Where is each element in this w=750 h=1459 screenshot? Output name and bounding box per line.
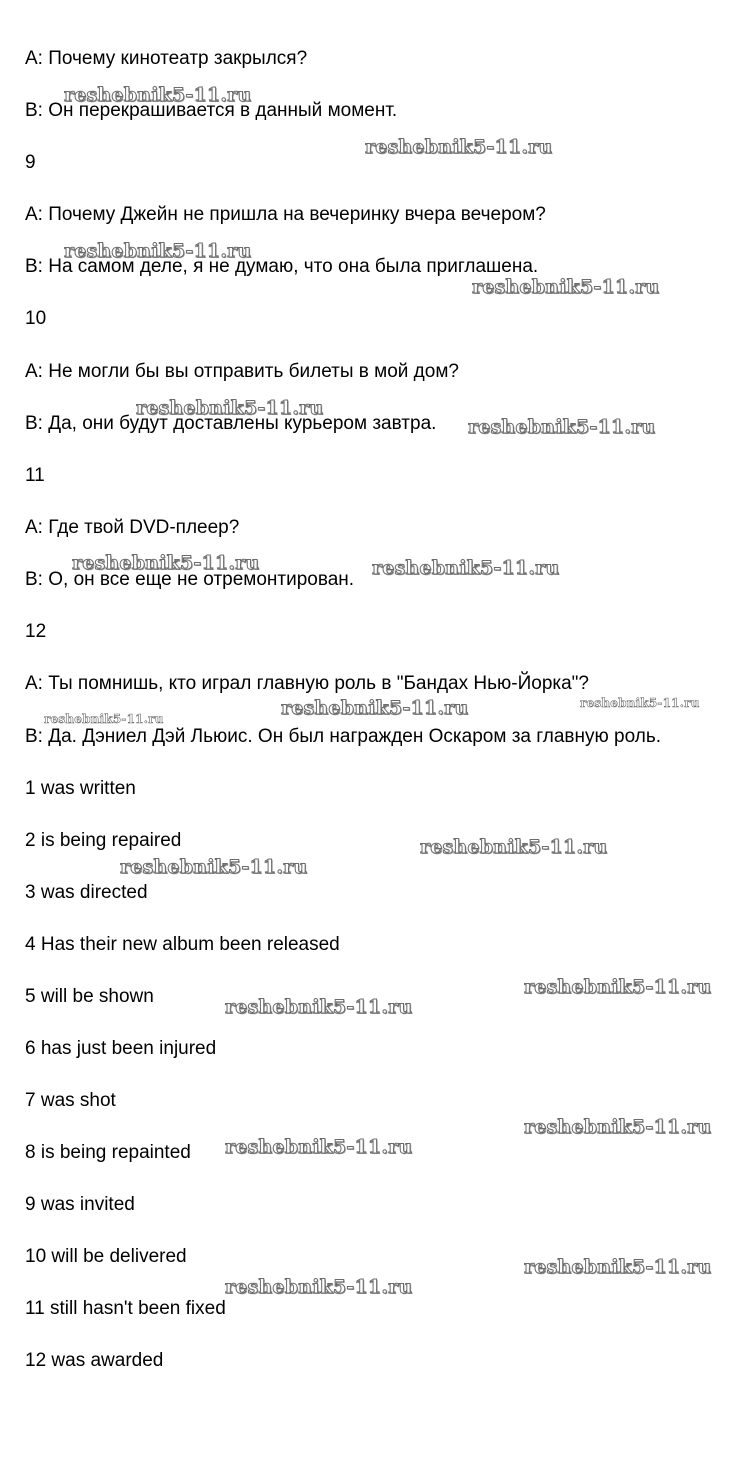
answer-item: 8 is being repainted: [25, 1142, 191, 1163]
watermark: reshebnik5-11.ru: [120, 856, 308, 878]
dialogue-line: A: Почему Джейн не пришла на вечеринку вчера вечером?: [25, 204, 546, 225]
dialogue-line: B: Да, они будут доставлены курьером завтра.: [25, 413, 437, 434]
watermark: reshebnik5-11.ru: [225, 996, 413, 1018]
section-number: 10: [25, 308, 47, 329]
watermark: reshebnik5-11.ru: [72, 552, 260, 574]
watermark: reshebnik5-11.ru: [420, 836, 608, 858]
watermark: reshebnik5-11.ru: [524, 1256, 712, 1278]
watermark: reshebnik5-11.ru: [524, 976, 712, 998]
watermark: reshebnik5-11.ru: [524, 1116, 712, 1138]
dialogue-line: B: Да. Дэниел Дэй Льюис. Он был награжден Оскаром за главную роль.: [25, 726, 662, 747]
dialogue-line: B: На самом деле, я не думаю, что она была приглашена.: [25, 256, 539, 277]
answer-item: 6 has just been injured: [25, 1038, 217, 1059]
answer-item: 12 was awarded: [25, 1350, 164, 1371]
watermark: reshebnik5-11.ru: [365, 136, 553, 158]
dialogue-line: A: Почему кинотеатр закрылся?: [25, 48, 308, 69]
watermark: reshebnik5-11.ru: [64, 240, 252, 262]
watermark: reshebnik5-11.ru: [372, 557, 560, 579]
dialogue-line: B: Он перекрашивается в данный момент.: [25, 100, 398, 121]
watermark: reshebnik5-11.ru: [580, 696, 700, 710]
answer-item: 7 was shot: [25, 1090, 116, 1111]
section-number: 12: [25, 621, 47, 642]
dialogue-line: A: Ты помнишь, кто играл главную роль в "Бандах Нью-Йорка"?: [25, 673, 589, 694]
dialogue-line: A: Не могли бы вы отправить билеты в мой дом?: [25, 361, 459, 382]
dialogue-line: B: О, он все еще не отремонтирован.: [25, 569, 355, 590]
watermark: reshebnik5-11.ru: [468, 416, 656, 438]
watermark: reshebnik5-11.ru: [225, 1276, 413, 1298]
watermark: reshebnik5-11.ru: [136, 397, 324, 419]
dialogue-line: A: Где твой DVD-плеер?: [25, 517, 240, 538]
watermark: reshebnik5-11.ru: [281, 697, 469, 719]
answer-item: 1 was written: [25, 778, 136, 799]
watermark: reshebnik5-11.ru: [64, 84, 252, 106]
answer-item: 10 will be delivered: [25, 1246, 187, 1267]
answer-item: 3 was directed: [25, 882, 148, 903]
watermark: reshebnik5-11.ru: [225, 1136, 413, 1158]
watermark: reshebnik5-11.ru: [472, 276, 660, 298]
watermark: reshebnik5-11.ru: [44, 712, 164, 726]
answer-item: 5 will be shown: [25, 986, 154, 1007]
answer-item: 11 still hasn't been fixed: [25, 1298, 226, 1319]
answer-item: 2 is being repaired: [25, 830, 182, 851]
answer-item: 9 was invited: [25, 1194, 135, 1215]
section-number: 11: [25, 465, 45, 486]
section-number: 9: [25, 152, 36, 173]
answer-item: 4 Has their new album been released: [25, 934, 340, 955]
